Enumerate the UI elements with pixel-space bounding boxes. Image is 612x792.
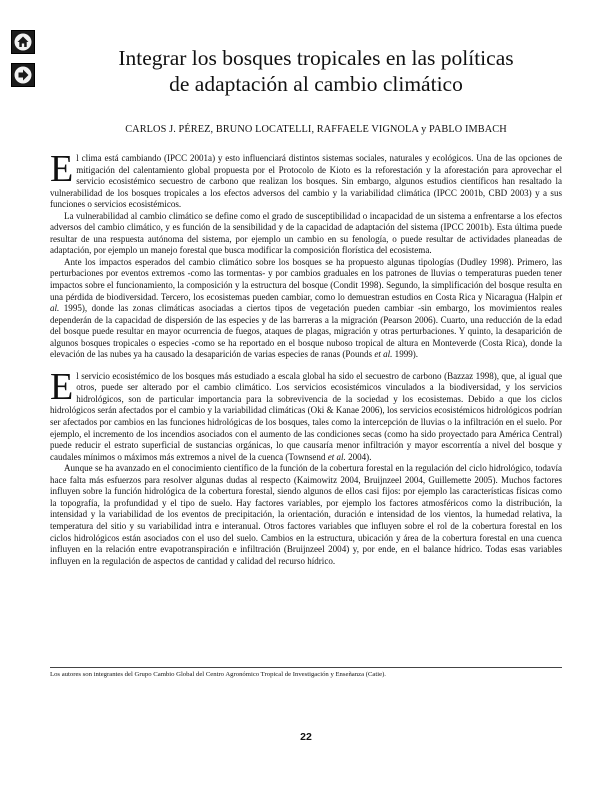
paragraph-3-text-c: 1999). — [392, 349, 419, 360]
page-number: 22 — [300, 731, 312, 743]
paragraph-2: La vulnerabilidad al cambio climático se define como el grado de susceptibilidad o incapacidad de un sistema a enfrentarse a los efectos adversos del cambio climático, y es función de la sensibilidad y de la capacidad de adaptación del sistema (IPCC 2001b). Esta última puede resultar de una respuesta autónoma del sistema, por ejemplo un cambio en su fenología, o puede resultar de actividades planeadas de adaptación, por ejemplo un manejo forestal que busca modificar la composición florística del ecosistema. — [50, 210, 562, 256]
footnote: Los autores son integrantes del Grupo Cambio Global del Centro Agronómico Tropical de Investigación y Enseñanza (Catie). — [50, 671, 386, 678]
paragraph-1 — [50, 148, 562, 211]
footnote-divider — [50, 667, 562, 668]
paragraph-4-etal: et al. — [327, 451, 346, 462]
paragraph-3-etal-1: et al. — [50, 291, 562, 314]
paragraph-1-text: l clima está cambiando (IPCC 2001a) y esto influenciará distintos sistemas sociales, naturales y ecológicos. Una de las opciones de mitigación del calentamiento global propuesta por el Protocolo de Kioto es la reforestación y la aforestación para aprovechar el servicio ecosistémico secuestro de carbono que realizan los bosques. Sin embargo, algunos estudios científicos han resaltado la vulnerabilidad de los bosques tropicales a los efectos adversos del cambio y la variabilidad climática (IPCC 2001b, CBD 2003) y a sus funciones o servicios ecosistémicos. — [50, 153, 562, 210]
drop-cap: E — [50, 365, 74, 408]
article-title — [40, 45, 592, 97]
paragraph-5: Aunque se ha avanzado en el conocimiento científico de la función de la cobertura forestal en la regulación del ciclo hidrológico, todavía hace falta más esfuerzos para resolver algunas dudas al respecto (Kaimowitz 2004, Bruijnzeel 2004, Guillemette 2005). Muchos factores influyen sobre la función hidrológica de la cobertura forestal, siendo algunos de ellos casi fijos: por ejemplo las características físicas como la topografía, la profundidad y el tipo de suelo. Hay factores variables, por ejemplo los factores atmosféricos como la distribución, la intensidad y la variabilidad de los eventos de precipitación, la orientación, duración e intensidad de los vientos, la humedad relativa, la temperatura del sitio y su variabilidad intra e interanual. Otros factores variables que influyen sobre el rol de la cobertura forestal en los ciclos hidrológicos están asociados con el uso del suelo. Cambios en la estructura, ubicación y área de la cobertura forestal en una cuenca influyen en la relación entre evapotranspiración e infiltración (Bruijnzeel 2004) y, por ende, en el balance hídrico. Todas esas variables influyen en la regulación de aspectos de cantidad y calidad del recurso hídrico. — [50, 463, 562, 566]
paragraph-3-text-b: 1995), donde las zonas climáticas asociadas a ciertos tipos de vegetación pueden cambiar -sin embargo, los movimientos reales dependerán de la capacidad de dispersión de las especies y de las barreras a la migración (Pearson 2006). Cuarto, una reducción de la edad del bosque puede resultar en mayor ocurrencia de fuegos, ataques de plagas, migración y otras perturbaciones. Y quinto, la desaparición de algunos bosques tropicales o especies -como se ha reportado en el bosque nuboso tropical de altura en Monteverde (Costa Rica), donde la elevación de las nubes ya ha causado la desaparición de varias especies de ranas (Pounds — [50, 303, 562, 360]
paragraph-4-text-a: l servicio ecosistémico de los bosques más estudiado a escala global ha sido el secuestro de carbono (Bazzaz 1998), que, al igual que otros, puede ser alterado por el cambio climático. Los servicios ecosistémicos vinculados a la biodiversidad, y los servicios hidrológicos, son de particular importancia para la sobrevivencia de la sociedad y los ecosistemas. Debido a que los ciclos hidrológicos serán afectados por el cambio y la variabilidad climáticas (Oki & Kanae 2006), los servicios ecosistémicos hidrológicos podrían ser afectados por cambios en las funciones hidrológicas de los bosques, tales como la intercepción de lluvias o la infiltración en el suelo. Por ejemplo, el incremento de los incendios asociados con el aumento de las condiciones secas (como ha sido proyectado para América Central) puede reducir el estrato superficial de sustancias orgánicas, lo que causaría menor infiltración y mayor escorrentía a nivel del bosque y caudales mínimos o máximos más extremos a nivel de la cuenca (Townsend — [50, 370, 562, 462]
paragraph-3-etal-2: et al. — [374, 349, 393, 360]
home-button[interactable] — [11, 30, 35, 54]
paragraph-4 — [50, 365, 562, 463]
home-icon — [12, 31, 34, 53]
paragraph-4-text-b: 2004). — [345, 451, 372, 462]
next-page-button[interactable] — [11, 63, 35, 87]
authors: CARLOS J. PÉREZ, BRUNO LOCATELLI, RAFFAELE VIGNOLA y PABLO IMBACH — [125, 124, 507, 135]
next-page-icon — [12, 64, 34, 86]
paragraph-3 — [50, 257, 562, 361]
article-title-line1: Integrar los bosques tropicales en las políticas — [118, 46, 514, 70]
drop-cap: E — [50, 148, 74, 190]
article-body — [50, 148, 562, 567]
paragraph-3-text-a: Ante los impactos esperados del cambio climático sobre los bosques se ha propuesto algunas tipologías (Dudley 1998). Primero, las perturbaciones por eventos extremos -como las tormentas- y por cambios graduales en los patrones de lluvias o temperaturas pueden tener impactos sobre el funcionamiento, la composición y la estructura del bosque (Condit 1998). Segundo, la simplificación del bosque resulta en una pérdida de biodiversidad. Tercero, los ecosistemas pueden cambiar, como lo demuestran estudios en Costa Rica y Nicaragua (Halpin — [50, 256, 562, 302]
article-title-line2: de adaptación al cambio climático — [169, 72, 463, 96]
